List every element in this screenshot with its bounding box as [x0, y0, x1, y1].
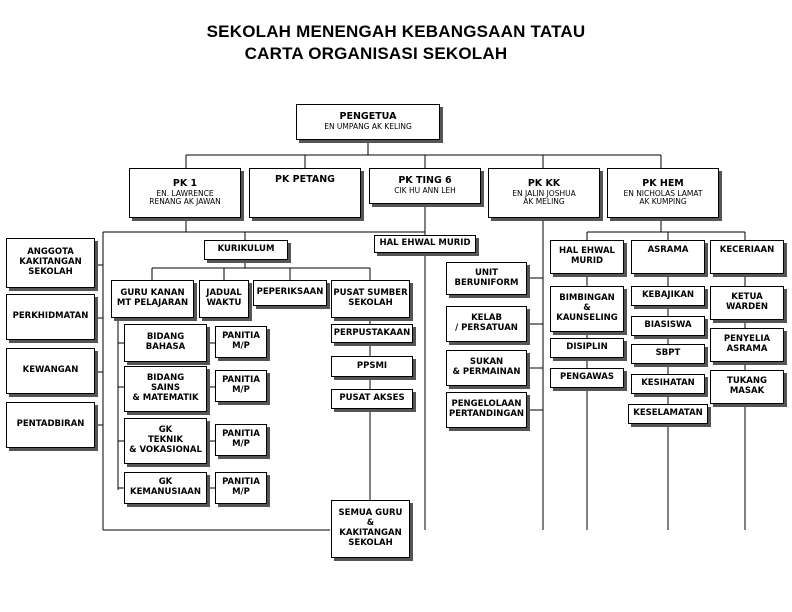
psp-line1: PUSAT SUMBER: [333, 288, 408, 299]
anggota-kakitangan-box: [6, 238, 95, 288]
jadual-line1: JADUAL: [206, 288, 242, 299]
biasiswa-box: [631, 316, 705, 336]
pk-ting6-box: [369, 168, 481, 204]
sukan-line1: SUKAN: [469, 357, 504, 368]
semua-guru-box: [331, 500, 410, 558]
bidang-bahasa-line2: BAHASA: [145, 342, 186, 352]
sukan-permainan-box: [446, 350, 527, 386]
penyelia-line2: ASRAMA: [726, 344, 768, 354]
gk-teknik-box: [124, 418, 207, 464]
kurikulum-box: [204, 240, 288, 260]
pk1-box: [129, 168, 241, 218]
bidang-bahasa-line1: BIDANG: [146, 332, 185, 343]
kurikulum-label: KURIKULUM: [217, 244, 275, 255]
pk1-title: PK 1: [172, 177, 198, 189]
pusat-sumber-box: [331, 280, 410, 318]
pk-hem-box: [607, 168, 719, 218]
ketua-warden-box: [710, 286, 784, 320]
hem-hal-ehwal-line2: MURID: [570, 256, 604, 266]
keselamatan-box: [628, 404, 708, 424]
perpustakaan-box: [331, 324, 413, 343]
disiplin-label: DISIPLIN: [566, 342, 608, 353]
biasiswa-label: BIASISWA: [644, 320, 692, 331]
keselamatan-label: KESELAMATAN: [633, 408, 703, 419]
ppsmi-box: [331, 356, 413, 377]
panitia-label: PANITIA: [222, 331, 260, 342]
tukang-masak-box: [710, 370, 784, 404]
pengelolaan-pertandingan-box: [446, 392, 527, 428]
pentadbiran-label: PENTADBIRAN: [16, 419, 85, 430]
gk-teknik-line3: & VOKASIONAL: [129, 444, 202, 455]
tukang-masak-line2: MASAK: [729, 386, 765, 396]
hem-hal-ehwal-line1: HAL EHWAL: [559, 246, 615, 257]
pk-hem-name-line1: EN NICHOLAS LAMAT: [623, 188, 703, 198]
chart-title-org: CARTA ORGANISASI SEKOLAH: [244, 44, 508, 63]
bimbingan-line2: &: [583, 303, 591, 314]
perkhidmatan-box: [6, 294, 95, 340]
kebajikan-box: [631, 286, 705, 306]
sbpt-box: [631, 344, 705, 364]
psp-line2: SEKOLAH: [348, 298, 393, 308]
peperiksaan-label: PEPERIKSAAN: [256, 287, 324, 298]
perkhidmatan-label: PERKHIDMATAN: [12, 311, 89, 322]
kelab-line1: KELAB: [471, 313, 502, 324]
panitia-mp: M/P: [232, 487, 250, 497]
keceriaan-label: KECERIAAN: [719, 245, 775, 255]
pentadbiran-box: [6, 402, 95, 448]
pengawas-label: PENGAWAS: [559, 372, 615, 383]
tukang-masak-line1: TUKANG: [727, 376, 767, 387]
bidang-sains-line1: BIDANG: [146, 373, 185, 384]
guru-kanan-box: [111, 280, 194, 318]
pk-hem-title: PK HEM: [642, 177, 684, 189]
ketua-warden-line1: KETUA: [731, 292, 763, 303]
pk-kk-title: PK KK: [527, 177, 561, 189]
panitia-mp: M/P: [232, 439, 250, 449]
bidang-bahasa-box: [124, 324, 207, 362]
panitia-mp: M/P: [232, 385, 250, 395]
semua-guru-line1: SEMUA GURU: [338, 508, 403, 519]
pengetua-title: PENGETUA: [339, 111, 397, 123]
ppsmi-label: PPSMI: [356, 360, 388, 371]
sbpt-label: SBPT: [655, 348, 681, 359]
panitia-teknik-box: [215, 424, 267, 456]
panitia-bahasa-box: [215, 326, 267, 358]
jadual-line2: WAKTU: [206, 298, 242, 308]
unit-beruniform-line2: BERUNIFORM: [454, 277, 519, 288]
pk-kk-box: [488, 168, 600, 218]
gk-kemanusiaan-line2: KEMANUSIAAN: [129, 487, 201, 497]
guru-kanan-line1: GURU KANAN: [120, 288, 185, 299]
pk1-name-line2: RENANG AK JAWAN: [149, 197, 221, 207]
panitia-label: PANITIA: [222, 429, 260, 440]
ketua-warden-line2: WARDEN: [725, 302, 769, 312]
unit-beruniform-box: [446, 262, 527, 295]
kesihatan-box: [631, 374, 705, 394]
gk-teknik-line2: TEKNIK: [147, 435, 184, 446]
anggota-line3: SEKOLAH: [28, 266, 73, 277]
hal-ehwal-murid-hem-box: [550, 240, 624, 274]
hal-ehwal-murid-ting6-label: HAL EHWAL MURID: [379, 238, 471, 249]
guru-kanan-line2: MT PELAJARAN: [116, 298, 189, 308]
semua-guru-line4: SEKOLAH: [348, 537, 393, 548]
panitia-sains-box: [215, 370, 267, 402]
chart-title-school: SEKOLAH MENENGAH KEBANGSAAN TATAU: [206, 22, 586, 41]
hal-ehwal-murid-ting6-box: [374, 235, 476, 253]
pusat-akses-box: [331, 389, 413, 409]
kewangan-label: KEWANGAN: [22, 365, 79, 376]
pengelolaan-line2: PERTANDINGAN: [448, 409, 525, 419]
asrama-box: [631, 240, 705, 274]
pk-ting6-name: CIK HU ANN LEH: [394, 186, 456, 196]
bidang-sains-line2: SAINS: [150, 383, 181, 394]
panitia-label: PANITIA: [222, 375, 260, 386]
gk-teknik-line1: GK: [158, 425, 173, 436]
pusat-akses-label: PUSAT AKSES: [339, 393, 405, 404]
asrama-label: ASRAMA: [647, 245, 689, 255]
unit-beruniform-line1: UNIT: [475, 267, 498, 278]
panitia-kemanusiaan-box: [215, 472, 267, 504]
anggota-line1: ANGGOTA: [27, 247, 74, 258]
pk-petang-box: [249, 168, 361, 218]
kebajikan-label: KEBAJIKAN: [641, 290, 695, 301]
kelab-persatuan-box: [446, 306, 527, 342]
bimbingan-line1: BIMBINGAN: [559, 293, 615, 304]
sukan-line2: & PERMAINAN: [452, 367, 521, 377]
pk-kk-name-line2: AK MELING: [523, 197, 565, 207]
pengetua-box: [296, 104, 440, 140]
kewangan-box: [6, 348, 95, 394]
pk-ting6-title: PK TING 6: [398, 175, 452, 187]
pk-kk-name-line1: EN JALIN JOSHUA: [512, 188, 576, 198]
pengetua-name: EN UMPANG AK KELING: [324, 122, 412, 132]
bimbingan-kaunseling-box: [550, 286, 624, 332]
panitia-mp: M/P: [232, 341, 250, 351]
semua-guru-line2: &: [366, 518, 375, 529]
peperiksaan-box: [253, 280, 327, 306]
semua-guru-line3: KAKITANGAN: [339, 528, 402, 538]
bidang-sains-box: [124, 366, 207, 412]
kesihatan-label: KESIHATAN: [641, 378, 695, 389]
gk-kemanusiaan-box: [124, 472, 207, 504]
perpustakaan-label: PERPUSTAKAAN: [333, 327, 411, 338]
pk1-name-line1: EN. LAWRENCE: [156, 188, 214, 198]
pk-hem-name-line2: AK KUMPING: [639, 197, 687, 207]
panitia-label: PANITIA: [222, 477, 260, 488]
penyelia-asrama-box: [710, 328, 784, 362]
bimbingan-line3: KAUNSELING: [556, 312, 618, 323]
bidang-sains-line3: & MATEMATIK: [132, 392, 199, 403]
jadual-waktu-box: [199, 280, 249, 318]
anggota-line2: KAKITANGAN: [19, 257, 82, 268]
disiplin-box: [550, 338, 624, 358]
pengawas-box: [550, 368, 624, 388]
gk-kemanusiaan-line1: GK: [158, 477, 173, 488]
penyelia-line1: PENYELIA: [723, 334, 771, 345]
kelab-line2: / PERSATUAN: [455, 323, 518, 333]
pk-petang-title: PK PETANG: [275, 174, 335, 185]
keceriaan-box: [710, 240, 784, 274]
pengelolaan-line1: PENGELOLAAN: [451, 399, 522, 410]
